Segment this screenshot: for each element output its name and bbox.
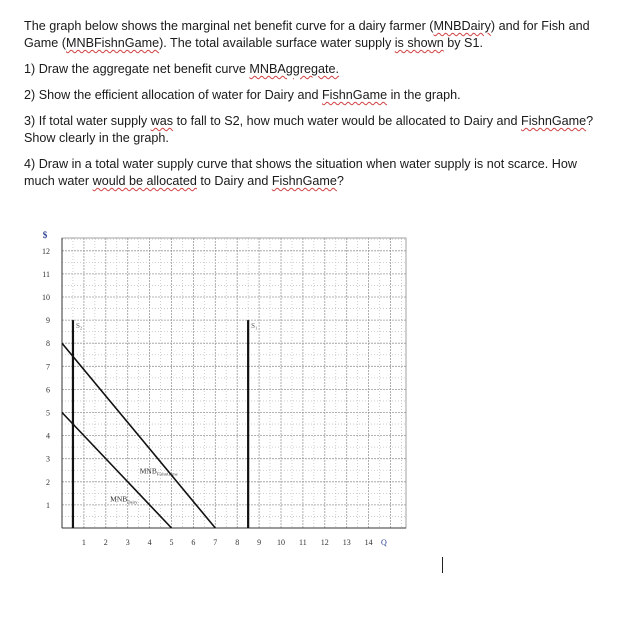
- mnb-curve-label: $MNB_{FishnGame}$: [139, 466, 178, 477]
- y-tick-label: 1: [46, 500, 50, 510]
- question-1: 1) Draw the aggregate net benefit curve MNBAggregate.: [24, 62, 340, 76]
- y-tick-label: 6: [46, 385, 50, 395]
- plot-frame: [62, 238, 406, 528]
- x-tick-label: 14: [364, 538, 373, 547]
- y-tick-label: 7: [46, 362, 50, 372]
- y-tick-label: 5: [46, 408, 50, 418]
- intro-paragraph: The graph below shows the marginal net benefit curve for a dairy farmer (MNBDairy) and for Fish and Game (MNBFishnGame). The total available surface water supply is shown by S1.: [24, 19, 590, 50]
- x-tick-label: 6: [191, 538, 196, 547]
- x-tick-label: 4: [147, 538, 152, 547]
- x-tick-label: 10: [277, 538, 285, 547]
- y-tick-label: 4: [46, 431, 50, 441]
- x-tick-label: 12: [320, 538, 329, 547]
- x-tick-label: 3: [125, 538, 130, 547]
- question-3: 3) If total water supply was to fall to S2, how much water would be allocated to Dairy and FishnGame? Show clearly in the graph.: [24, 114, 594, 145]
- chart-labels: [42, 230, 387, 547]
- y-axis-label: $: [42, 230, 48, 240]
- y-tick-label: 2: [46, 477, 50, 487]
- x-tick-label: 1: [81, 538, 86, 547]
- text-cursor: [442, 557, 443, 573]
- x-tick-label: 9: [257, 538, 262, 547]
- x-tick-label: 8: [235, 538, 240, 547]
- question-4: 4) Draw in a total water supply curve that shows the situation when water supply is not scarce. How much water would be allocated to Dairy and FishnGame?: [24, 157, 577, 188]
- y-tick-label: 9: [46, 316, 50, 326]
- question-2: 2) Show the efficient allocation of water for Dairy and FishnGame in the graph.: [24, 88, 461, 102]
- chart-axes: [62, 238, 406, 528]
- x-axis-label: Q: [381, 538, 387, 547]
- x-tick-label: 2: [103, 538, 108, 547]
- y-tick-label: 11: [42, 269, 50, 279]
- chart-grid: [62, 238, 406, 528]
- y-tick-label: 10: [42, 293, 50, 302]
- y-tick-label: 12: [42, 246, 50, 256]
- supply-label: S₂: [75, 322, 83, 331]
- x-tick-label: 5: [169, 538, 174, 547]
- y-tick-label: 8: [46, 339, 50, 349]
- supply-label: S₁: [251, 322, 258, 331]
- mnb-curve-label: $MNB_{Dairy}$: [110, 494, 138, 505]
- x-tick-label: 7: [213, 538, 218, 547]
- y-tick-label: 3: [46, 454, 50, 464]
- x-tick-label: 11: [299, 538, 307, 547]
- x-tick-label: 13: [342, 538, 351, 547]
